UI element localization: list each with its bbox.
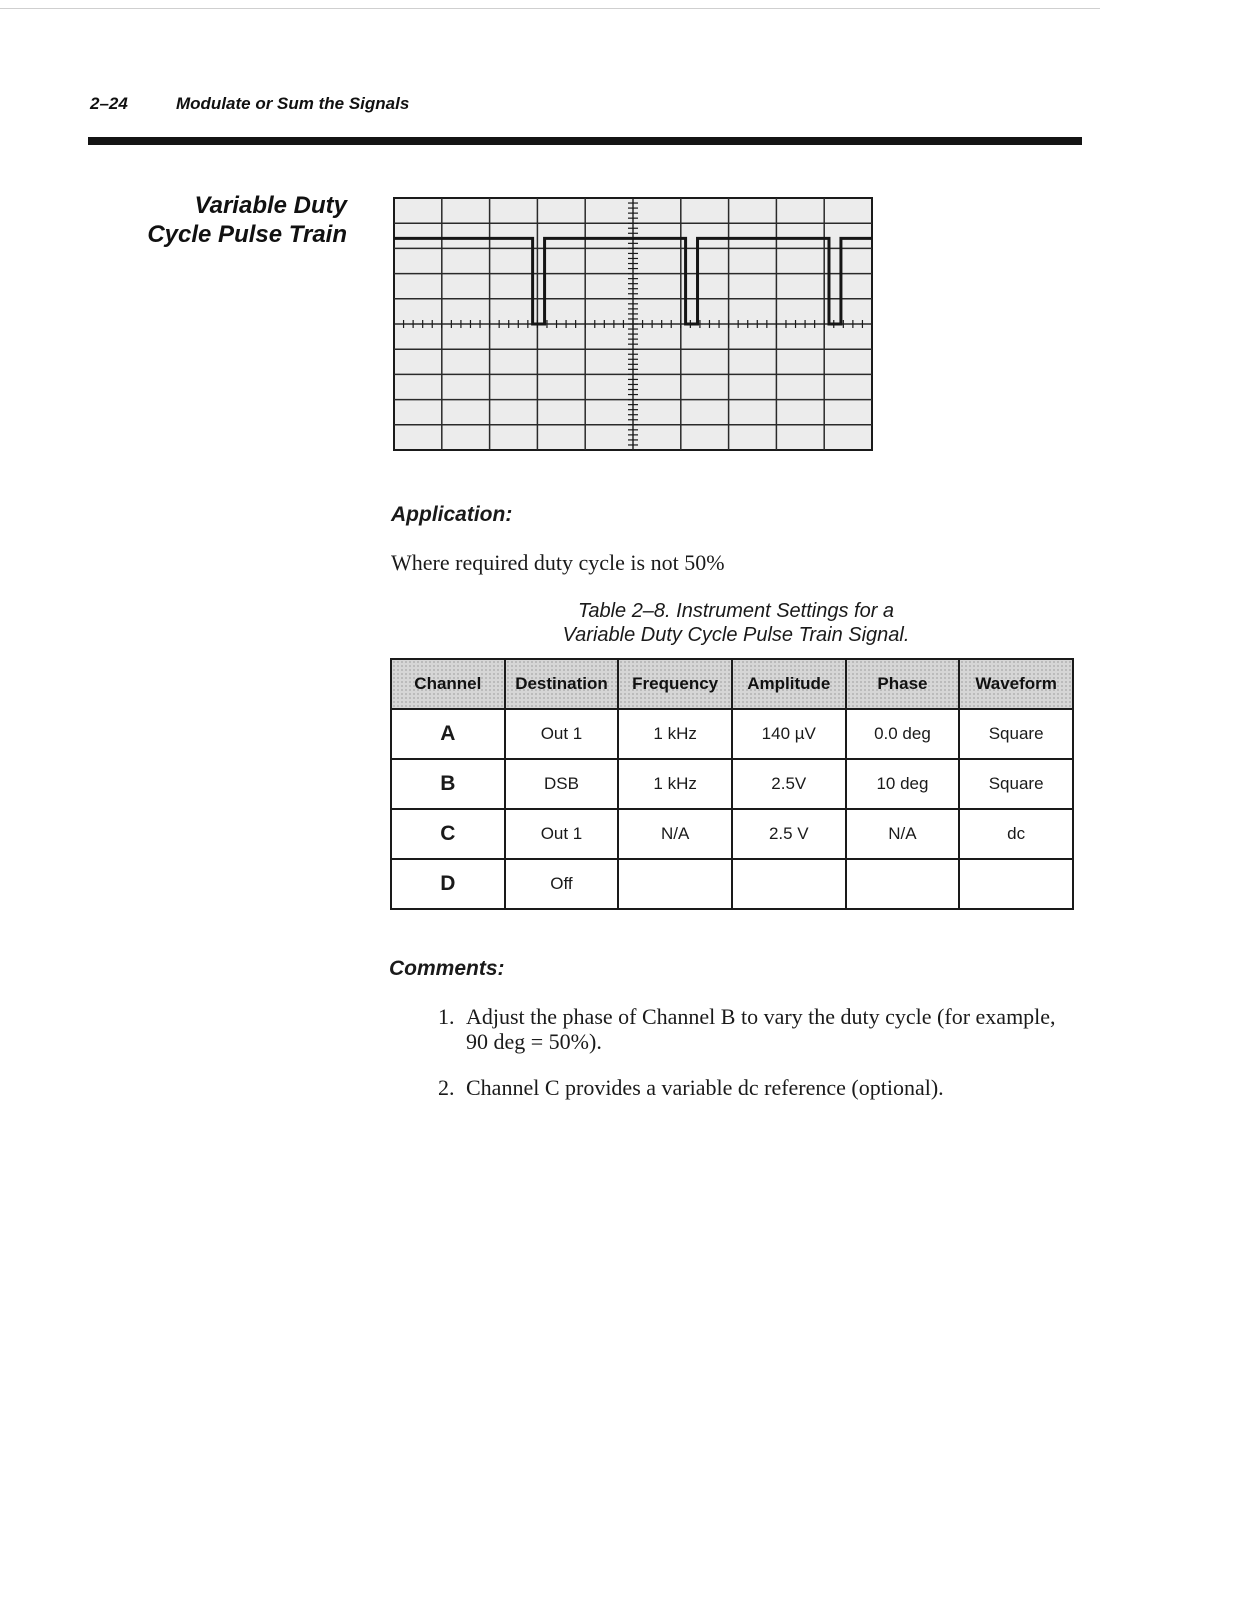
comments-list xyxy=(438,1004,1058,1121)
header-channel: Channel xyxy=(391,659,505,709)
cell-amplitude xyxy=(732,859,846,909)
list-item-text: Adjust the phase of Channel B to vary the duty cycle (for example, 90 deg = 50%). xyxy=(466,1004,1056,1054)
list-item-number: 1. xyxy=(438,1004,455,1029)
cell-frequency: 1 kHz xyxy=(618,709,732,759)
cell-phase: 10 deg xyxy=(846,759,960,809)
cell-channel: A xyxy=(391,709,505,759)
table-row xyxy=(391,859,1073,909)
comments-heading: Comments: xyxy=(389,957,505,980)
list-item xyxy=(438,1075,1058,1100)
cell-amplitude: 140 µV xyxy=(732,709,846,759)
side-title-line2: Cycle Pulse Train xyxy=(147,221,347,248)
cell-amplitude: 2.5 V xyxy=(732,809,846,859)
header-phase: Phase xyxy=(846,659,960,709)
cell-channel: D xyxy=(391,859,505,909)
cell-amplitude: 2.5V xyxy=(732,759,846,809)
instrument-settings-table xyxy=(390,658,1074,910)
cell-destination: DSB xyxy=(505,759,619,809)
cell-frequency: N/A xyxy=(618,809,732,859)
cell-waveform: Square xyxy=(959,759,1073,809)
list-item-number: 2. xyxy=(438,1075,455,1100)
cell-destination: Off xyxy=(505,859,619,909)
top-edge-line xyxy=(0,8,1100,9)
cell-destination: Out 1 xyxy=(505,809,619,859)
header-frequency: Frequency xyxy=(618,659,732,709)
table-header-row xyxy=(391,659,1073,709)
table-row xyxy=(391,759,1073,809)
side-title-line1: Variable Duty xyxy=(194,192,347,219)
oscilloscope-display xyxy=(393,197,873,451)
cell-phase: 0.0 deg xyxy=(846,709,960,759)
header-amplitude: Amplitude xyxy=(732,659,846,709)
section-title: Modulate or Sum the Signals xyxy=(176,94,410,113)
table-caption-line1: Table 2–8. Instrument Settings for a xyxy=(577,600,895,622)
list-item-text: Channel C provides a variable dc reference (optional). xyxy=(466,1075,944,1100)
side-title xyxy=(147,191,347,249)
page-number: 2–24 xyxy=(90,94,128,113)
table-row xyxy=(391,709,1073,759)
table-row xyxy=(391,809,1073,859)
application-heading: Application: xyxy=(391,503,513,526)
header-rule xyxy=(88,137,1082,145)
header-destination: Destination xyxy=(505,659,619,709)
cell-channel: C xyxy=(391,809,505,859)
cell-frequency: 1 kHz xyxy=(618,759,732,809)
cell-destination: Out 1 xyxy=(505,709,619,759)
list-item xyxy=(438,1004,1058,1054)
page-header xyxy=(90,94,409,114)
header-waveform: Waveform xyxy=(959,659,1073,709)
cell-waveform: dc xyxy=(959,809,1073,859)
application-text: Where required duty cycle is not 50% xyxy=(391,550,725,575)
cell-phase: N/A xyxy=(846,809,960,859)
cell-frequency xyxy=(618,859,732,909)
cell-phase xyxy=(846,859,960,909)
cell-waveform: Square xyxy=(959,709,1073,759)
cell-channel: B xyxy=(391,759,505,809)
table-caption xyxy=(500,599,972,647)
table-caption-line2: Variable Duty Cycle Pulse Train Signal. xyxy=(562,624,910,646)
cell-waveform xyxy=(959,859,1073,909)
